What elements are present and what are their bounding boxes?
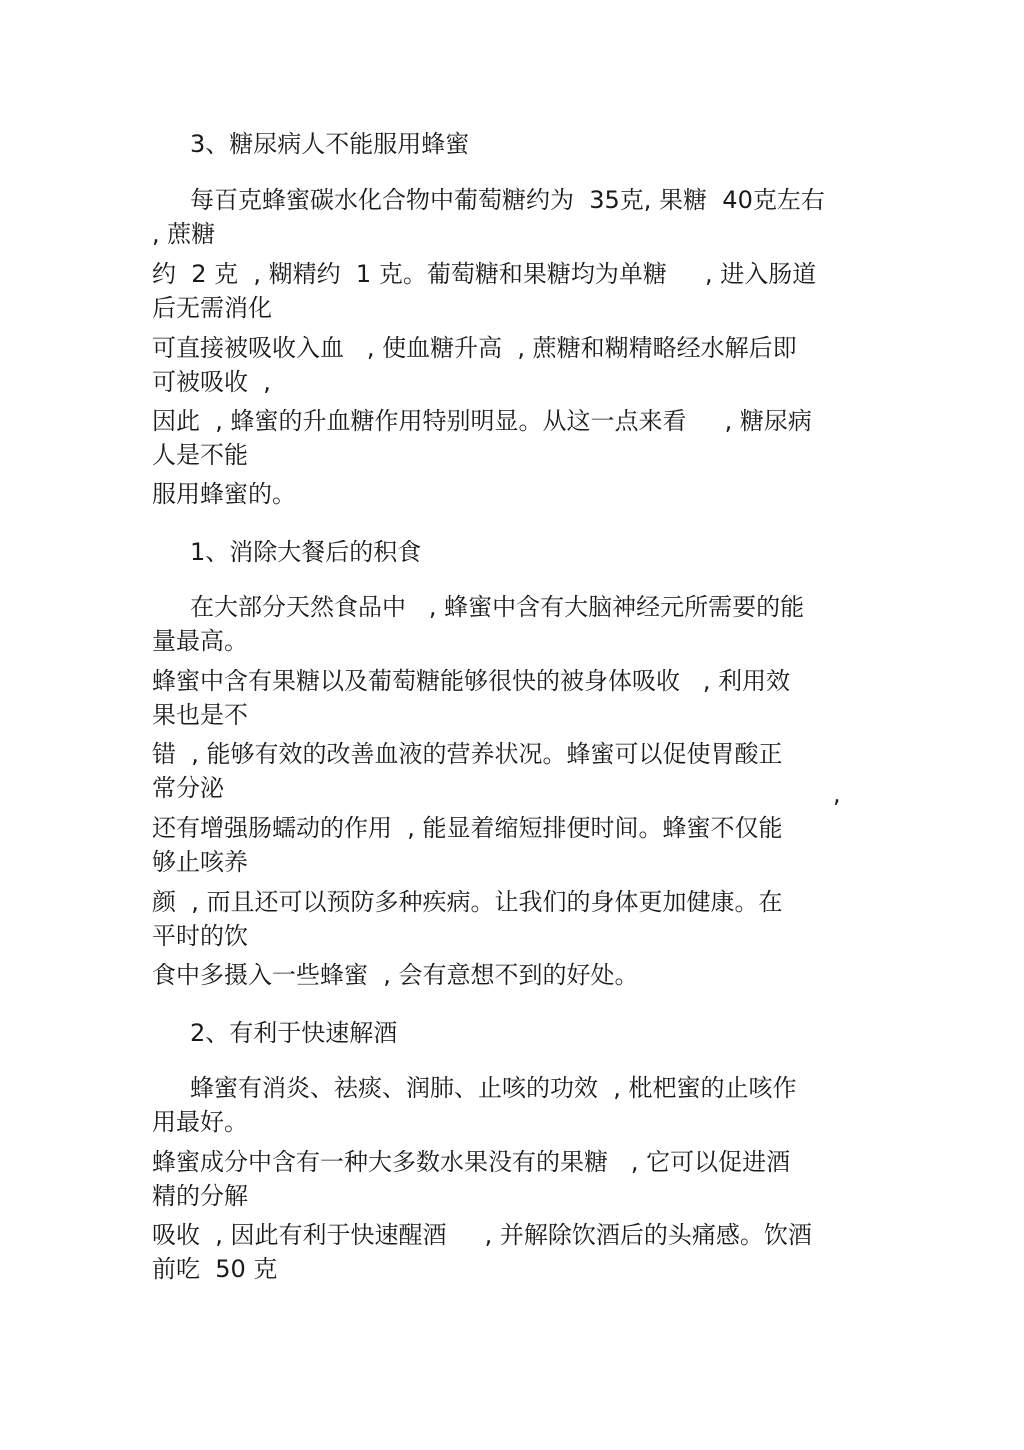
stray-comma: , <box>833 780 841 808</box>
paragraph-line: 还有增强肠蠕动的作用 , 能显着缩短排便时间。蜂蜜不仅能 <box>152 814 783 842</box>
paragraph-line: 颜 , 而且还可以预防多种疾病。让我们的身体更加健康。在 <box>152 888 783 916</box>
paragraph-line: 量最高。 <box>152 627 248 655</box>
paragraph-line: 吸收 , 因此有利于快速醒酒 , 并解除饮酒后的头痛感。饮酒 <box>152 1221 812 1249</box>
paragraph-line: 食中多摄入一些蜂蜜 , 会有意想不到的好处。 <box>152 961 639 989</box>
paragraph-line: 可直接被吸收入血 , 使血糖升高 , 蔗糖和糊精略经水解后即 <box>152 334 797 362</box>
paragraph-line: 后无需消化 <box>152 294 272 322</box>
paragraph-line: 错 , 能够有效的改善血液的营养状况。蜂蜜可以促使胃酸正 <box>152 740 783 768</box>
paragraph-line: 每百克蜂蜜碳水化合物中葡萄糖约为 35克, 果糖 40克左右 <box>190 186 825 214</box>
paragraph-line: 蜂蜜有消炎、祛痰、润肺、止咳的功效 , 枇杷蜜的止咳作 <box>190 1074 797 1102</box>
paragraph-line: 在大部分天然食品中 , 蜂蜜中含有大脑神经元所需要的能 <box>190 593 805 621</box>
paragraph-line: 服用蜂蜜的。 <box>152 480 296 508</box>
paragraph-line: 精的分解 <box>152 1182 248 1210</box>
section-heading-diabetes: 3、糖尿病人不能服用蜂蜜 <box>190 130 470 158</box>
paragraph-line: 常分泌 <box>152 774 224 802</box>
paragraph-line: 因此 , 蜂蜜的升血糖作用特别明显。从这一点来看 , 糖尿病 <box>152 407 812 435</box>
paragraph-line: 人是不能 <box>152 441 248 469</box>
paragraph-line: 用最好。 <box>152 1108 248 1136</box>
paragraph-line: , 蔗糖 <box>152 220 216 248</box>
paragraph-line: 够止咳养 <box>152 848 248 876</box>
paragraph-line: 蜂蜜成分中含有一种大多数水果没有的果糖 , 它可以促进酒 <box>152 1148 791 1176</box>
paragraph-line: 果也是不 <box>152 701 248 729</box>
section-heading-hangover: 2、有利于快速解酒 <box>190 1019 398 1047</box>
paragraph-line: 可被吸收 , <box>152 368 271 396</box>
paragraph-line: 蜂蜜中含有果糖以及葡萄糖能够很快的被身体吸收 , 利用效 <box>152 667 791 695</box>
paragraph-line: 约 2 克 , 糊精约 1 克。葡萄糖和果糖均为单糖 , 进入肠道 <box>152 260 817 288</box>
section-heading-digestion: 1、消除大餐后的积食 <box>190 538 422 566</box>
paragraph-line: 前吃 50 克 <box>152 1255 278 1283</box>
paragraph-line: 平时的饮 <box>152 922 248 950</box>
